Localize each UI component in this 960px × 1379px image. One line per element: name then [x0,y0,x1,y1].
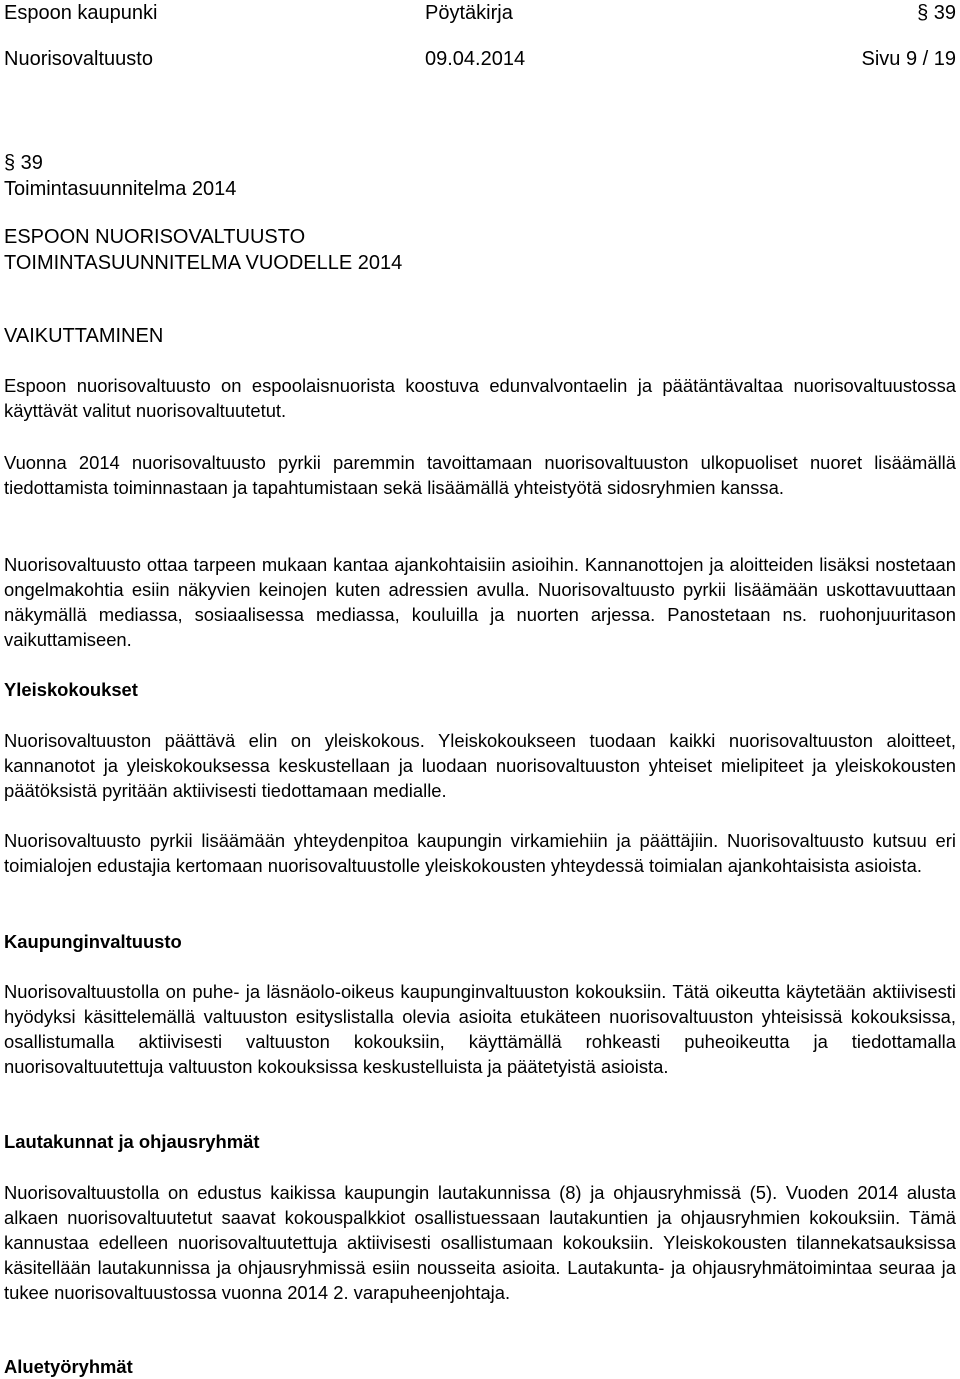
paragraph-yleiskokoukset-1: Nuorisovaltuuston päättävä elin on yleiskokous. Yleiskokoukseen tuodaan kaikki nuorisovaltuuston aloitteet, kannanotot ja yleiskokouksessa keskustellaan ja luodaan nuorisovaltuuston yhteiset mielipiteet ja yleiskokousten päätöksistä pyritään aktiivisesti tiedottamaan medialle. [4,730,956,801]
page-header-row-2 [4,47,956,75]
plan-title-line-1: ESPOON NUORISOVALTUUSTO [4,226,306,248]
paragraph-vaikuttaminen-3: Nuorisovaltuusto ottaa tarpeen mukaan kantaa ajankohtaisiin asioihin. Kannanottojen ja aloitteiden lisäksi nostetaan ongelmakohtia esiin näkyvien keinojen kuten adressien avulla. Nuorisovaltuusto pyrkii lisäämään uskottavuuttaan näkymällä mediassa, sosiaalisessa mediassa, kouluilla ja nuorten arjessa. Panostetaan ns. ruohonjuuritason vaikuttamiseen. [4,554,956,650]
page-header-row-1 [4,1,956,29]
section-heading-lautakunnat: Lautakunnat ja ohjausryhmät [4,1131,260,1152]
paragraph-vaikuttaminen-1: Espoon nuorisovaltuusto on espoolaisnuorista koostuva edunvalvontaelin ja päätäntävaltaa nuorisovaltuustossa käyttävät valitut nuorisovaltuutetut. [4,375,956,421]
header-date: 09.04.2014 [425,48,526,70]
header-section-ref: § 39 [917,2,956,24]
item-number: § 39 [4,152,43,174]
section-heading-vaikuttaminen: VAIKUTTAMINEN [4,325,164,347]
paragraph-lautakunnat-1: Nuorisovaltuustolla on edustus kaikissa kaupungin lautakunnissa (8) ja ohjausryhmissä (5). Vuoden 2014 alusta alkaen nuorisovaltuutetut saavat kokouspalkkiot osallistuessaan lautakuntien ja ohjausryhmien kokouksiin. Tämä kannustaa edelleen nuorisovaltuutettuja aktiivisesti osallistumaan kokouksiin. Yleiskokousten tilannekatsauksissa käsitellään lautakunnissa ja ohjausryhmissä esiin nousseita asioita. Lautakunta- ja ohjausryhmätoimintaa seuraa ja tukee nuorisovaltuustossa vuonna 2014 2. varapuheenjohtaja. [4,1182,956,1303]
item-heading [4,150,956,202]
section-heading-kaupunginvaltuusto: Kaupunginvaltuusto [4,931,182,952]
header-body: Nuorisovaltuusto [4,48,153,70]
header-page: Sivu 9 / 19 [861,48,956,70]
paragraph-yleiskokoukset-2: Nuorisovaltuusto pyrkii lisäämään yhteydenpitoa kaupungin virkamiehiin ja päättäjiin. Nuorisovaltuusto kutsuu eri toimialojen edustajia kertomaan nuorisovaltuustolle yleiskokousten yhteydessä toimialan ajankohtaisista asioista. [4,830,956,876]
paragraph-vaikuttaminen-2: Vuonna 2014 nuorisovaltuusto pyrkii paremmin tavoittamaan nuorisovaltuuston ulkopuoliset nuoret lisäämällä tiedottamista toiminnastaan ja tapahtumistaan sekä lisäämällä yhteistyötä sidosryhmien kanssa. [4,452,956,498]
header-doc-type: Pöytäkirja [425,2,513,24]
section-heading-yleiskokoukset: Yleiskokoukset [4,679,138,700]
header-org: Espoon kaupunki [4,2,158,24]
plan-title-line-2: TOIMINTASUUNNITELMA VUODELLE 2014 [4,252,403,274]
item-title: Toimintasuunnitelma 2014 [4,178,237,200]
section-heading-aluetyoryhmat: Aluetyöryhmät [4,1356,133,1377]
plan-title [4,224,956,276]
paragraph-kaupunginvaltuusto-1: Nuorisovaltuustolla on puhe- ja läsnäolo-oikeus kaupunginvaltuuston kokouksiin. Tätä oikeutta käytetään aktiivisesti hyödyksi käsittelemällä valtuuston esityslistalla olevia asioita etukäteen nuorisovaltuuston yhteisissä kokouksissa, osallistumalla aktiivisesti valtuuston kokouksiin, käyttämällä rohkeasti puheoikeutta ja tiedottamalla nuorisovaltuutettuja valtuuston kokouksissa keskustelluista ja päätetyistä asioista. [4,981,956,1077]
